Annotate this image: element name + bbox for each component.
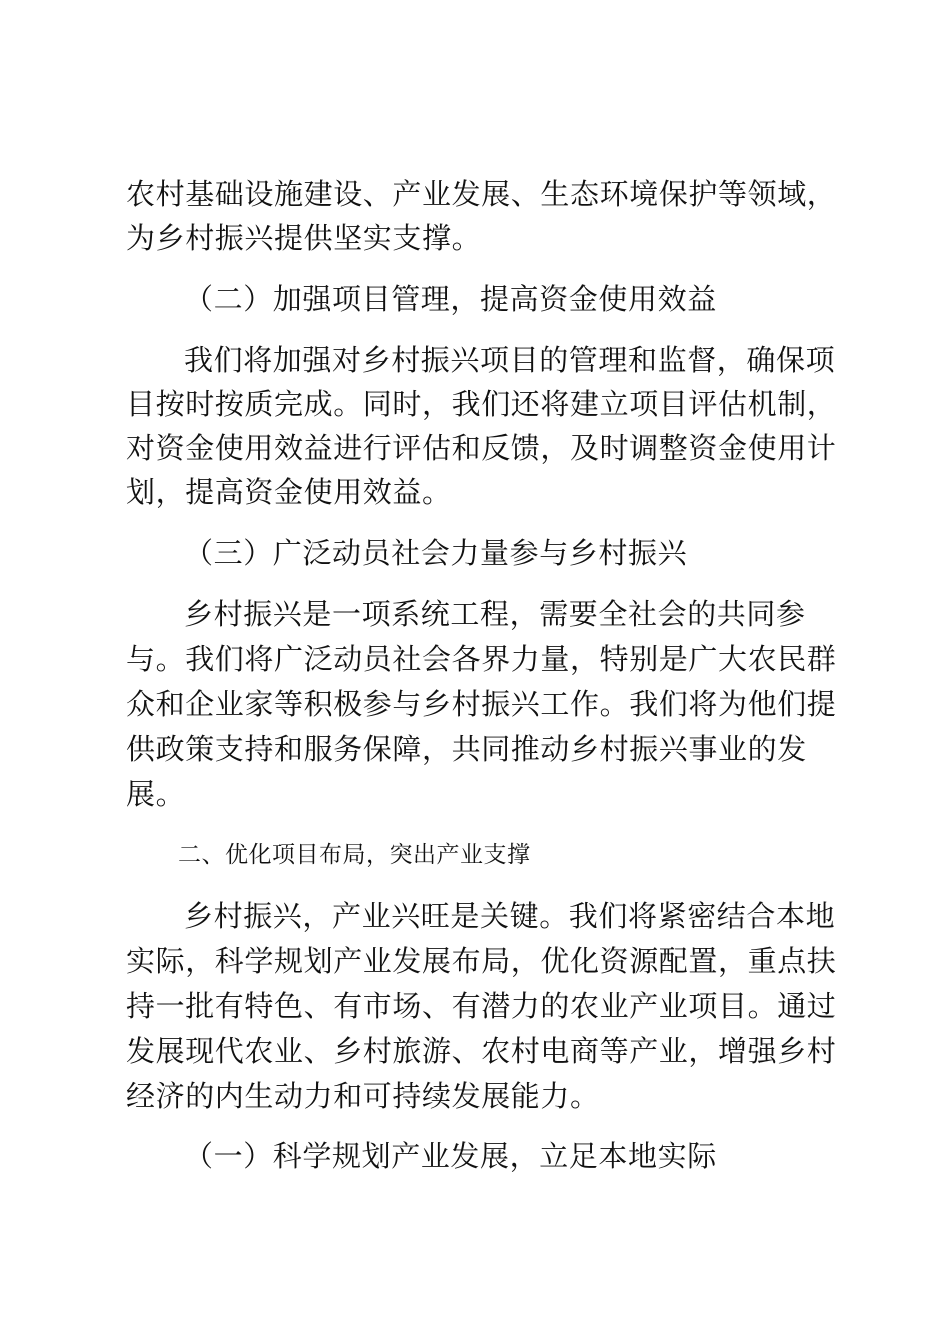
paragraph-line: 对资金使用效益进行评估和反馈，及时调整资金使用计	[126, 431, 837, 465]
paragraph-line: 我们将加强对乡村振兴项目的管理和监督，确保项	[184, 343, 836, 377]
paragraph-line: 供政策支持和服务保障，共同推动乡村振兴事业的发	[126, 732, 807, 766]
subheading-three: （三）广泛动员社会力量参与乡村振兴	[184, 536, 688, 570]
section-heading-two: 二、优化项目布局，突出产业支撑	[178, 842, 531, 868]
paragraph-line: 众和企业家等积极参与乡村振兴工作。我们将为他们提	[126, 687, 837, 721]
subheading-one: （一）科学规划产业发展，立足本地实际	[184, 1139, 717, 1173]
paragraph-line: 实际，科学规划产业发展布局，优化资源配置，重点扶	[126, 944, 837, 978]
paragraph-line: 持一批有特色、有市场、有潜力的农业产业项目。通过	[126, 989, 837, 1023]
paragraph-line: 农村基础设施建设、产业发展、生态环境保护等领域，	[126, 177, 837, 211]
subheading-two: （二）加强项目管理，提高资金使用效益	[184, 282, 717, 316]
paragraph-line: 乡村振兴，产业兴旺是关键。我们将紧密结合本地	[184, 899, 836, 933]
paragraph-line: 展。	[126, 777, 186, 811]
paragraph-line: 与。我们将广泛动员社会各界力量，特别是广大农民群	[126, 642, 837, 676]
paragraph-line: 为乡村振兴提供坚实支撑。	[126, 221, 482, 255]
paragraph-line: 经济的内生动力和可持续发展能力。	[126, 1079, 600, 1113]
paragraph-line: 乡村振兴是一项系统工程，需要全社会的共同参	[184, 597, 806, 631]
paragraph-line: 划，提高资金使用效益。	[126, 475, 452, 509]
paragraph-line: 目按时按质完成。同时，我们还将建立项目评估机制，	[126, 387, 837, 421]
paragraph-line: 发展现代农业、乡村旅游、农村电商等产业，增强乡村	[126, 1034, 837, 1068]
